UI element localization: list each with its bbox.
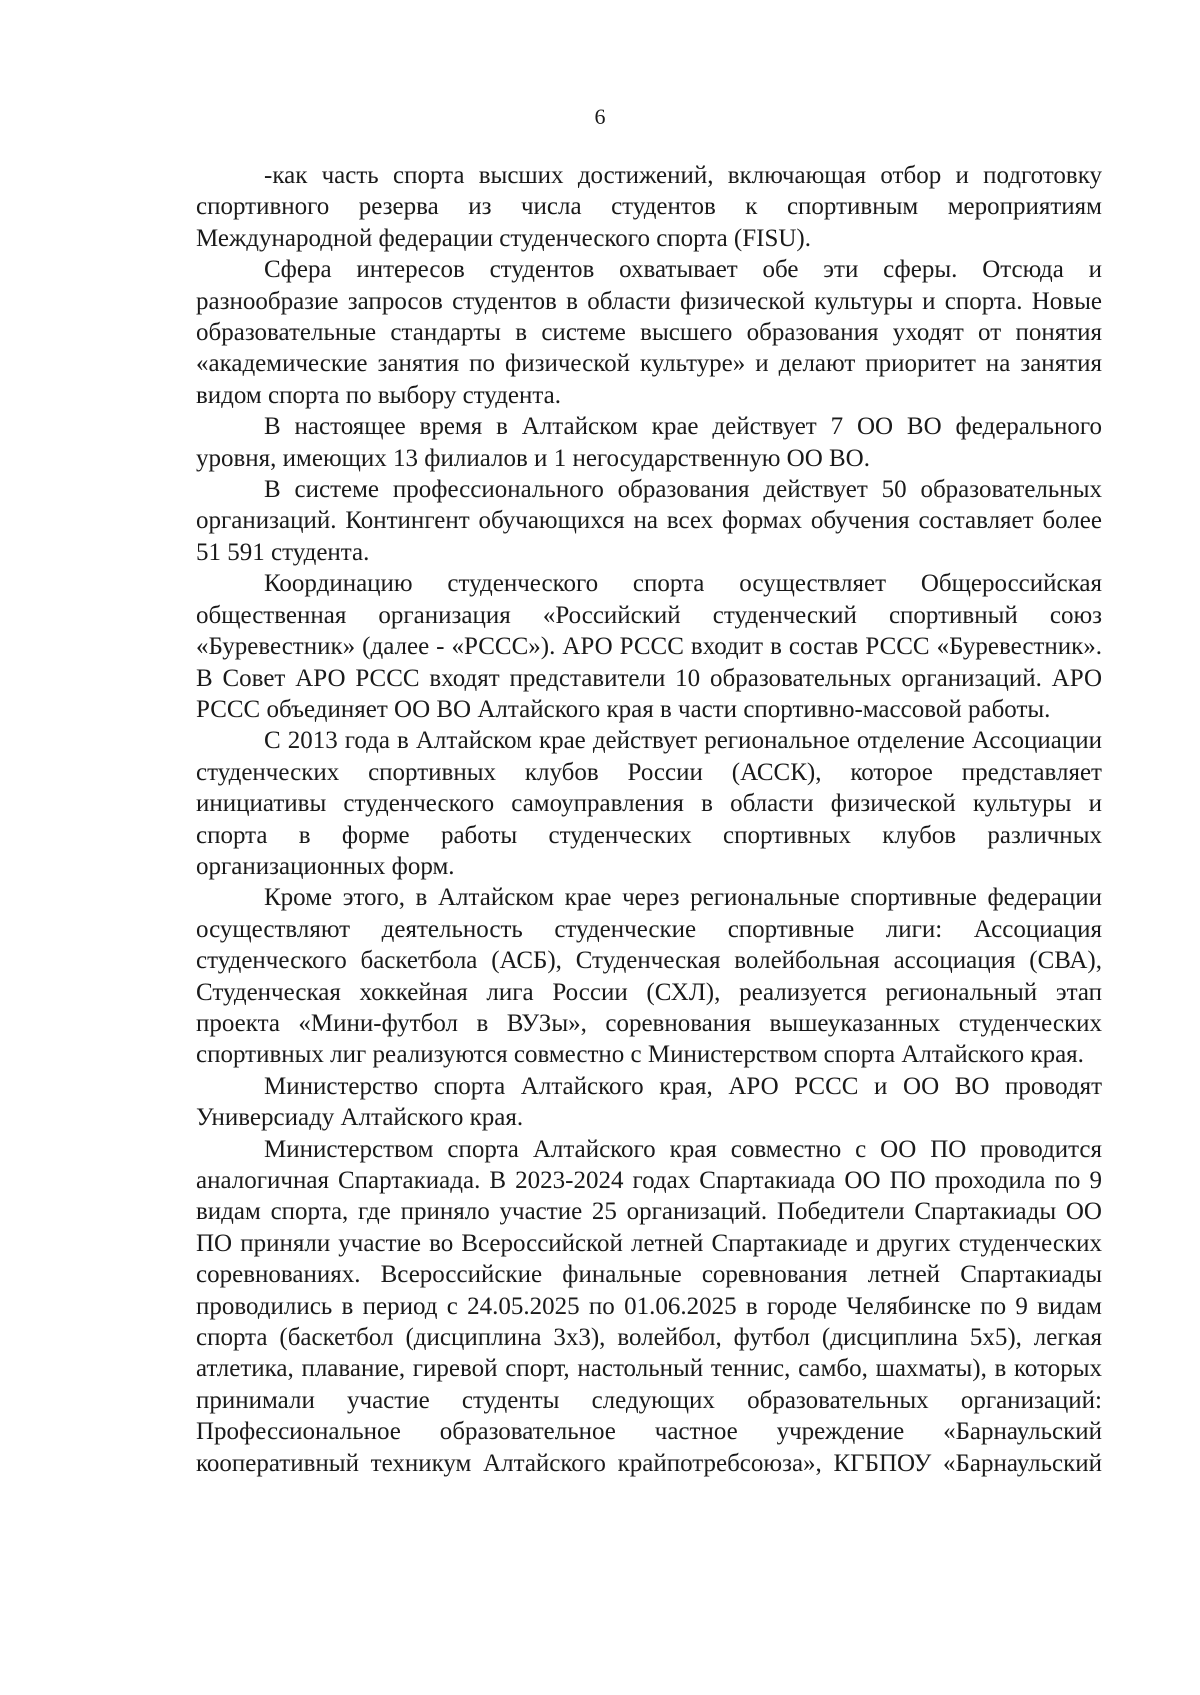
paragraph: Министерство спорта Алтайского края, АРО РССС и ОО ВО проводят Универсиаду Алтайского края.	[196, 1072, 1102, 1132]
paragraph: В системе профессионального образования действует 50 образовательных организаций. Контингент обучающихся на всех формах обучения составляет более 51 591 студента.	[196, 476, 1102, 566]
paragraph: Министерством спорта Алтайского края совместно с ОО ПО проводится аналогичная Спартакиада. В 2023-2024 годах Спартакиада ОО ПО проходила по 9 видам спорта, где приняло участие 25 организаций. Победители Спартакиады ОО ПО приняли участие во Всероссийской летней Спартакиаде и других студенческих соревнованиях. Всероссийские финальные соревнования летней Спартакиады проводились в период с 24.05.2025 по 01.06.2025 в городе Челябинске по 9 видам спорта (баскетбол (дисциплина 3х3), волейбол, футбол (дисциплина 5х5), легкая атлетика, плавание, гиревой спорт, настольный теннис, самбо, шахматы), в которых принимали участие студенты следующих образовательных организаций: Профессиональное образовательное частное учреждение «Барнаульский кооперативный техникум Алтайского крайпотребсоюза», КГБПОУ «Барнаульский	[196, 1135, 1102, 1477]
paragraph: Кроме этого, в Алтайском крае через региональные спортивные федерации осуществляют деятельность студенческие спортивные лиги: Ассоциация студенческого баскетбола (АСБ), Студенческая волейбольная ассоциация (СВА), Студенческая хоккейная лига России (СХЛ), реализуется региональный этап проекта «Мини-футбол в ВУЗы», соревнования вышеуказанных студенческих спортивных лиг реализуются совместно с Министерством спорта Алтайского края.	[196, 884, 1102, 1069]
document-body	[196, 160, 1102, 1479]
paragraph: -как часть спорта высших достижений, включающая отбор и подготовку спортивного резерва из числа студентов к спортивным мероприятиям Международной федерации студенческого спорта (FISU).	[196, 162, 1102, 252]
page-number: 6	[594, 104, 606, 129]
paragraph: Координацию студенческого спорта осуществляет Общероссийская общественная организация «Российский студенческий спортивный союз «Буревестник» (далее - «РССС»). АРО РССС входит в состав РССС «Буревестник». В Совет АРО РССС входят представители 10 образовательных организаций. АРО РССС объединяет ОО ВО Алтайского края в части спортивно-массовой работы.	[196, 570, 1102, 723]
paragraph: Сфера интересов студентов охватывает обе эти сферы. Отсюда и разнообразие запросов студентов в области физической культуры и спорта. Новые образовательные стандарты в системе высшего образования уходят от понятия «академические занятия по физической культуре» и делают приоритет на занятия видом спорта по выбору студента.	[196, 256, 1102, 409]
paragraph: С 2013 года в Алтайском крае действует региональное отделение Ассоциации студенческих спортивных клубов России (АССК), которое представляет инициативы студенческого самоуправления в области физической культуры и спорта в форме работы студенческих спортивных клубов различных организационных форм.	[196, 727, 1102, 880]
paragraph: В настоящее время в Алтайском крае действует 7 ОО ВО федерального уровня, имеющих 13 филиалов и 1 негосударственную ОО ВО.	[196, 413, 1102, 472]
